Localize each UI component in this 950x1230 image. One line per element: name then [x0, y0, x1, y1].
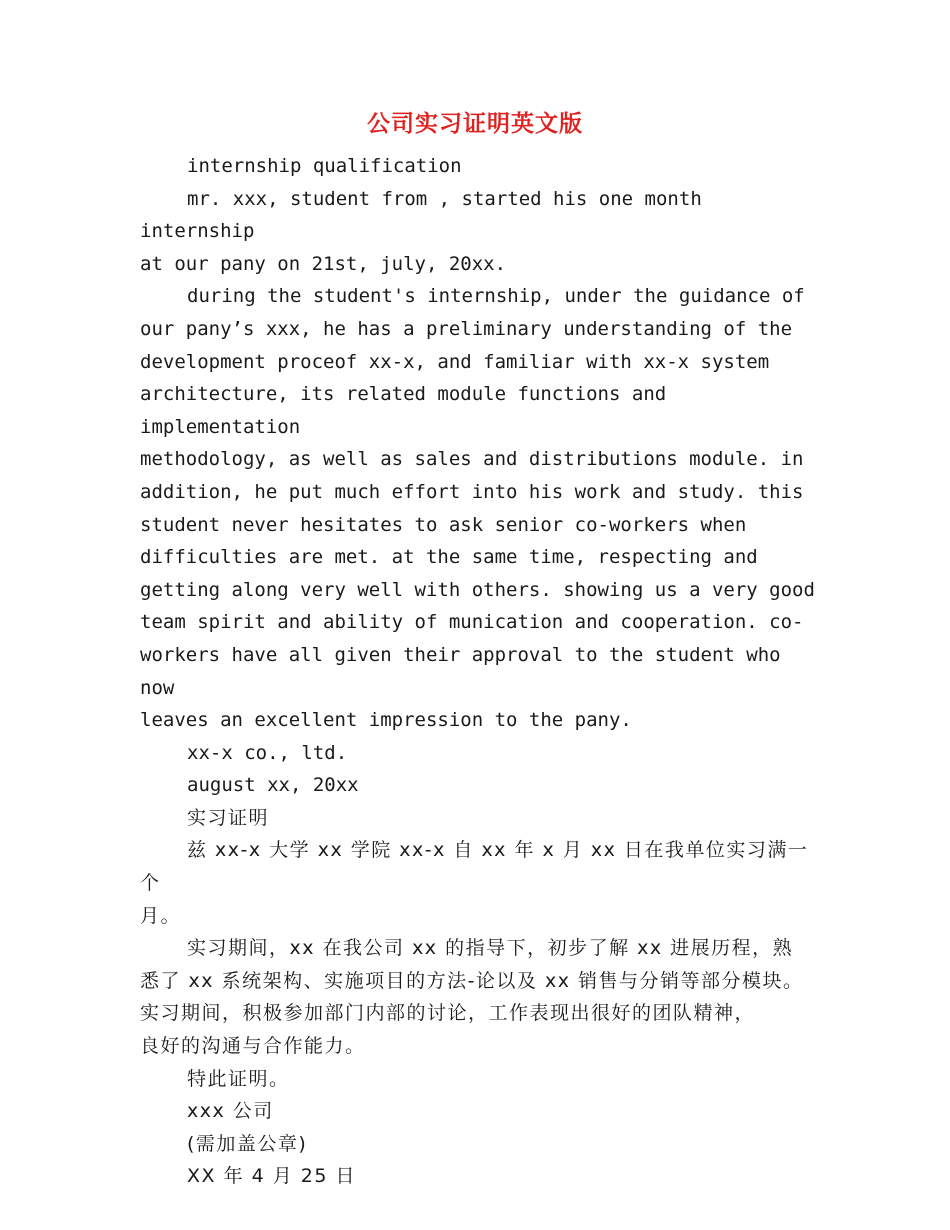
company-name-cn: xxx 公司 [187, 1100, 274, 1123]
paragraph-details-cn: 实习期间，xx 在我公司 xx 的指导下，初步了解 xx 进展历程，熟 悉了 xx 系统架构、实施项目的方法-论以及 xx 销售与分销等部分模块。 实习期间，积极参加部门内部的讨论，工作表现出很好的团队精神， 良好的沟通与合作能力。 [140, 937, 804, 1058]
document-body [140, 150, 820, 1193]
date-en: august xx, 20xx [187, 774, 359, 797]
paragraph-intro-cn: 兹 xx-x 大学 xx 学院 xx-x 自 xx 年 x 月 xx 日在我单位实习满一个 月。 [140, 839, 809, 927]
paragraph-intro-en: mr. xxx, student from , started his one month internship at our pany on 21st, july, 20xx. [140, 187, 702, 275]
seal-note-cn: (需加盖公章) [187, 1132, 308, 1155]
date-cn: XX 年 4 月 25 日 [187, 1165, 356, 1188]
company-name-en: xx-x co., ltd. [187, 741, 348, 764]
paragraph-details-en: during the student's internship, under the guidance of our pany’s xxx, he has a preliminary understanding of the development proceof xx-x, and familiar with xx-x system architecture, its related module functions and implementation methodology, as well as sales and distributions module. in addition, he put much effort into his work and study. this student never hesitates to ask senior co-workers when difficulties are met. at the same time, respecting and getting along very well with others. showing us a very good team spirit and ability of munication and cooperation. co- workers have all given their approval to the student who now leaves an excellent impression to the pany. [140, 285, 815, 732]
paragraph-heading-en: internship qualification [187, 155, 462, 177]
paragraph-heading-cn: 实习证明 [187, 806, 270, 829]
closing-cn: 特此证明。 [187, 1067, 290, 1090]
document-title: 公司实习证明英文版 [367, 110, 583, 137]
